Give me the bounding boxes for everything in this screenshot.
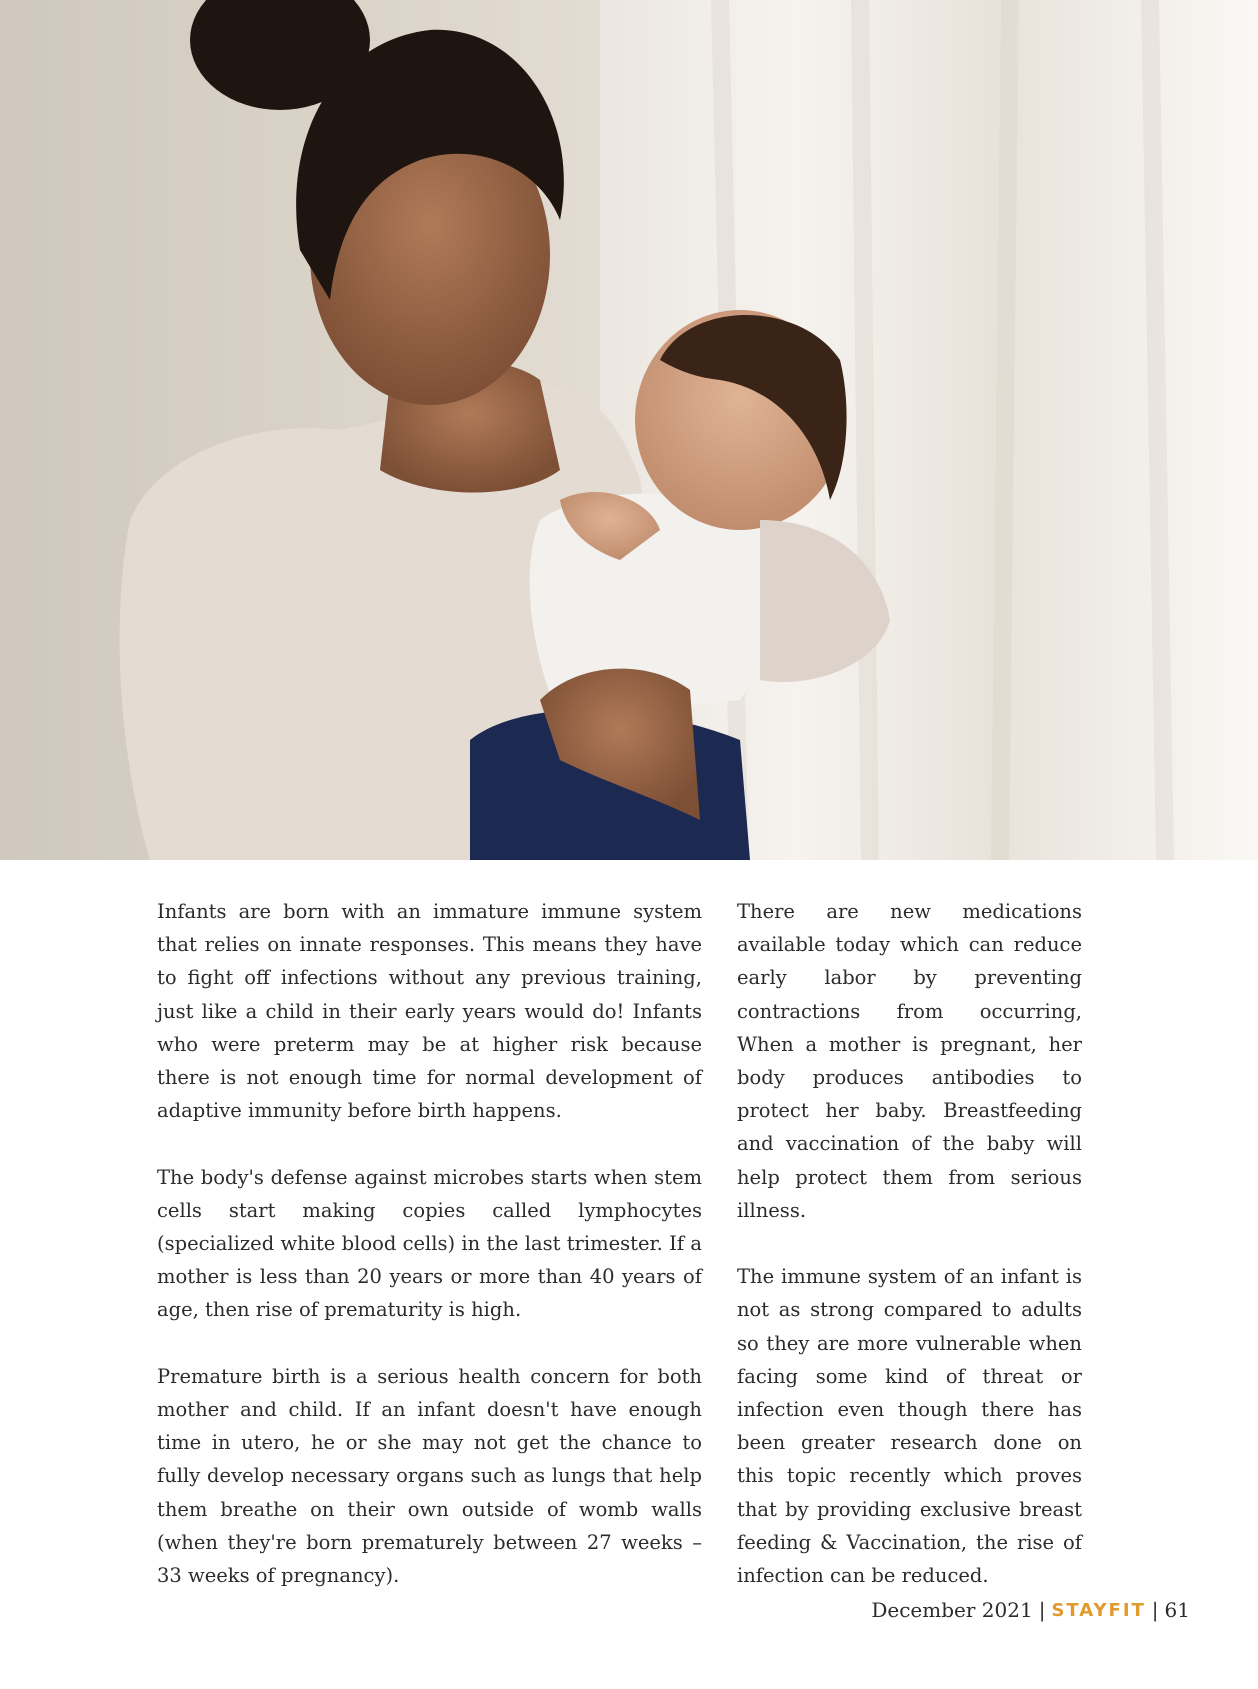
- paragraph: The body's defense against microbes starts when stem cells start making copies called lymphocytes (specialized white blood cells) in the last trimester. If a mother is less than 20 years or more than 40 years of age, then rise of prematurity is high.: [157, 1165, 702, 1322]
- paragraph: The immune system of an infant is not as strong compared to adults so they are more vulnerable when facing some kind of threat or infection even though there has been greater research done on this topic recently which proves that by providing exclusive breast feeding & Vaccination, the rise of infection can be reduced.: [737, 1265, 1082, 1588]
- footer-separator: |: [1038, 1598, 1046, 1622]
- page-number: 61: [1164, 1598, 1190, 1622]
- article-right-column: [737, 895, 1082, 1625]
- paragraph: Premature birth is a serious health concern for both mother and child. If an infant doesn't have enough time in utero, he or she may not get the chance to fully develop necessary organs such as lungs that help them breathe on their own outside of womb walls (when they're born prematurely between 27 weeks – 33 weeks of pregnancy).: [157, 1364, 702, 1588]
- paragraph: There are new medications available today which can reduce early labor by preventing contractions from occurring, When a mother is pregnant, her body produces antibodies to protect her baby. Breastfeeding and vaccination of the baby will help protect them from serious illness.: [737, 900, 1082, 1222]
- paragraph: Infants are born with an immature immune system that relies on innate responses. This means they have to fight off infections without any previous training, just like a child in their early years would do! Infants who were preterm may be at higher risk because there is not enough time for normal development of adaptive immunity before birth happens.: [157, 900, 702, 1123]
- footer-separator: |: [1151, 1598, 1159, 1622]
- footer-date: December 2021: [871, 1598, 1033, 1622]
- article-left-column: [157, 895, 702, 1625]
- brand-logo: STAYFIT: [1051, 1599, 1146, 1621]
- article-body: [157, 895, 1082, 1625]
- page-footer: [871, 1598, 1190, 1622]
